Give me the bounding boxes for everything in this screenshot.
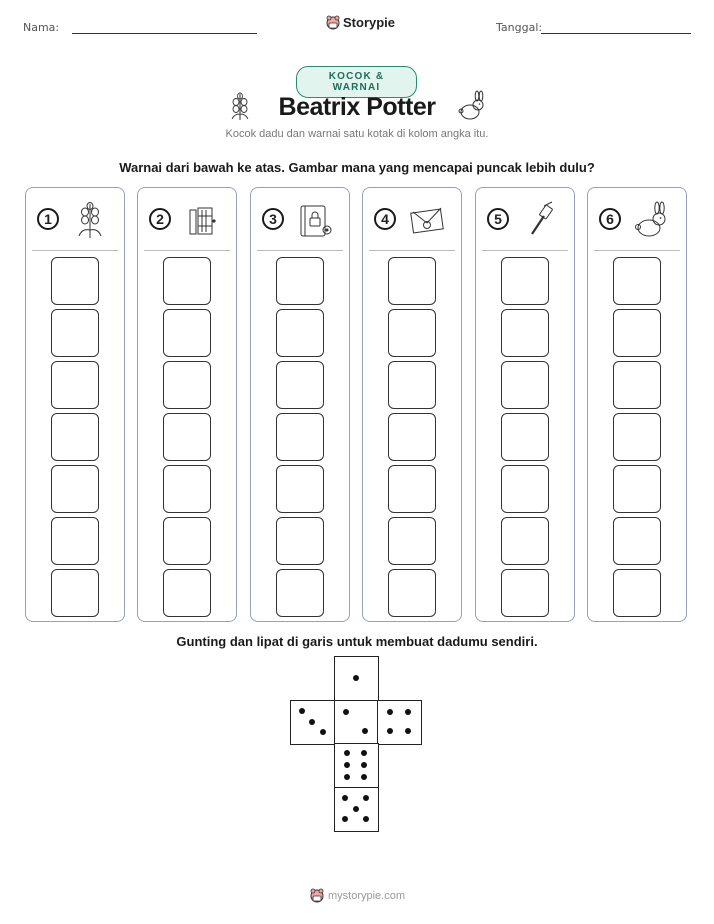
color-box[interactable] [163, 257, 211, 305]
rabbit-icon [634, 200, 670, 240]
color-box[interactable] [613, 361, 661, 409]
color-box[interactable] [501, 465, 549, 513]
color-box[interactable] [163, 517, 211, 565]
die-pip [387, 728, 393, 734]
die-pip [342, 816, 348, 822]
date-label: Tanggal: [496, 21, 543, 34]
die-pip [344, 750, 350, 756]
die-pip [361, 762, 367, 768]
brand-logo [326, 15, 395, 30]
die-face-1 [334, 656, 379, 701]
column-number: 3 [262, 208, 284, 230]
column-2 [137, 187, 237, 622]
die-pip [299, 708, 305, 714]
die-face-5 [334, 787, 379, 832]
die-pip [405, 728, 411, 734]
color-box[interactable] [388, 569, 436, 617]
column-number: 1 [37, 208, 59, 230]
column-divider [369, 250, 455, 251]
storypie-mascot-icon [310, 888, 324, 903]
date-line[interactable] [541, 33, 691, 34]
instruction-text: Warnai dari bawah ke atas. Gambar mana yang mencapai puncak lebih dulu? [119, 160, 595, 175]
die-pip [343, 709, 349, 715]
color-box[interactable] [388, 465, 436, 513]
die-pip [344, 774, 350, 780]
color-box[interactable] [51, 413, 99, 461]
color-box[interactable] [51, 569, 99, 617]
color-box[interactable] [276, 465, 324, 513]
color-box[interactable] [613, 465, 661, 513]
column-5 [475, 187, 575, 622]
name-line[interactable] [72, 33, 257, 34]
color-box[interactable] [276, 517, 324, 565]
color-box[interactable] [388, 413, 436, 461]
paintbrush-icon [522, 200, 558, 240]
die-face-4 [377, 700, 422, 745]
locked-book-icon [297, 200, 333, 240]
die-pip [353, 806, 359, 812]
color-box[interactable] [613, 413, 661, 461]
color-box[interactable] [163, 361, 211, 409]
die-pip [344, 762, 350, 768]
die-pip [405, 709, 411, 715]
column-divider [594, 250, 680, 251]
brand-name: Storypie [343, 15, 396, 30]
page-subtitle: Kocok dadu dan warnai satu kotak di kolom angka itu. [225, 128, 489, 140]
cut-instruction: Gunting dan lipat di garis untuk membuat dadumu sendiri. [176, 634, 538, 649]
color-box[interactable] [276, 257, 324, 305]
garden-gate-icon [184, 200, 220, 240]
activity-badge: KOCOK & WARNAI [296, 66, 417, 98]
column-number: 2 [149, 208, 171, 230]
color-box[interactable] [501, 309, 549, 357]
color-box[interactable] [613, 257, 661, 305]
color-box[interactable] [276, 361, 324, 409]
column-3 [250, 187, 350, 622]
die-pip [361, 750, 367, 756]
die-pip [309, 719, 315, 725]
die-pip [342, 795, 348, 801]
color-box[interactable] [276, 569, 324, 617]
foxglove-decoration-icon [230, 90, 250, 122]
color-box[interactable] [501, 257, 549, 305]
die-pip [387, 709, 393, 715]
color-box[interactable] [163, 465, 211, 513]
color-box[interactable] [51, 309, 99, 357]
color-box[interactable] [501, 413, 549, 461]
column-divider [144, 250, 230, 251]
die-pip [361, 774, 367, 780]
die-pip [320, 729, 326, 735]
page-title: Beatrix Potter [278, 93, 436, 121]
color-box[interactable] [163, 569, 211, 617]
color-box[interactable] [388, 517, 436, 565]
color-box[interactable] [613, 309, 661, 357]
die-pip [363, 816, 369, 822]
column-divider [32, 250, 118, 251]
column-4 [362, 187, 462, 622]
color-box[interactable] [276, 413, 324, 461]
die-pip [362, 728, 368, 734]
color-box[interactable] [501, 361, 549, 409]
column-1 [25, 187, 125, 622]
color-box[interactable] [388, 361, 436, 409]
column-divider [482, 250, 568, 251]
column-divider [257, 250, 343, 251]
name-label: Nama: [23, 21, 60, 34]
column-6 [587, 187, 687, 622]
color-box[interactable] [163, 309, 211, 357]
column-number: 6 [599, 208, 621, 230]
color-box[interactable] [51, 361, 99, 409]
color-box[interactable] [613, 517, 661, 565]
color-box[interactable] [388, 257, 436, 305]
color-box[interactable] [388, 309, 436, 357]
color-box[interactable] [276, 309, 324, 357]
color-box[interactable] [51, 257, 99, 305]
footer [310, 888, 405, 903]
color-box[interactable] [51, 517, 99, 565]
foxglove-flower-icon [72, 200, 108, 240]
column-number: 4 [374, 208, 396, 230]
die-face-2 [334, 700, 379, 745]
envelope-letter-icon [409, 200, 445, 240]
color-box[interactable] [51, 465, 99, 513]
die-face-3 [290, 700, 335, 745]
color-box[interactable] [501, 569, 549, 617]
color-box[interactable] [501, 517, 549, 565]
color-box[interactable] [163, 413, 211, 461]
storypie-mascot-icon [326, 15, 340, 30]
column-number: 5 [487, 208, 509, 230]
footer-url: mystorypie.com [328, 889, 406, 902]
die-pip [363, 795, 369, 801]
die-pip [353, 675, 359, 681]
rabbit-decoration-icon [456, 90, 488, 122]
color-box[interactable] [613, 569, 661, 617]
die-face-6 [334, 743, 379, 788]
